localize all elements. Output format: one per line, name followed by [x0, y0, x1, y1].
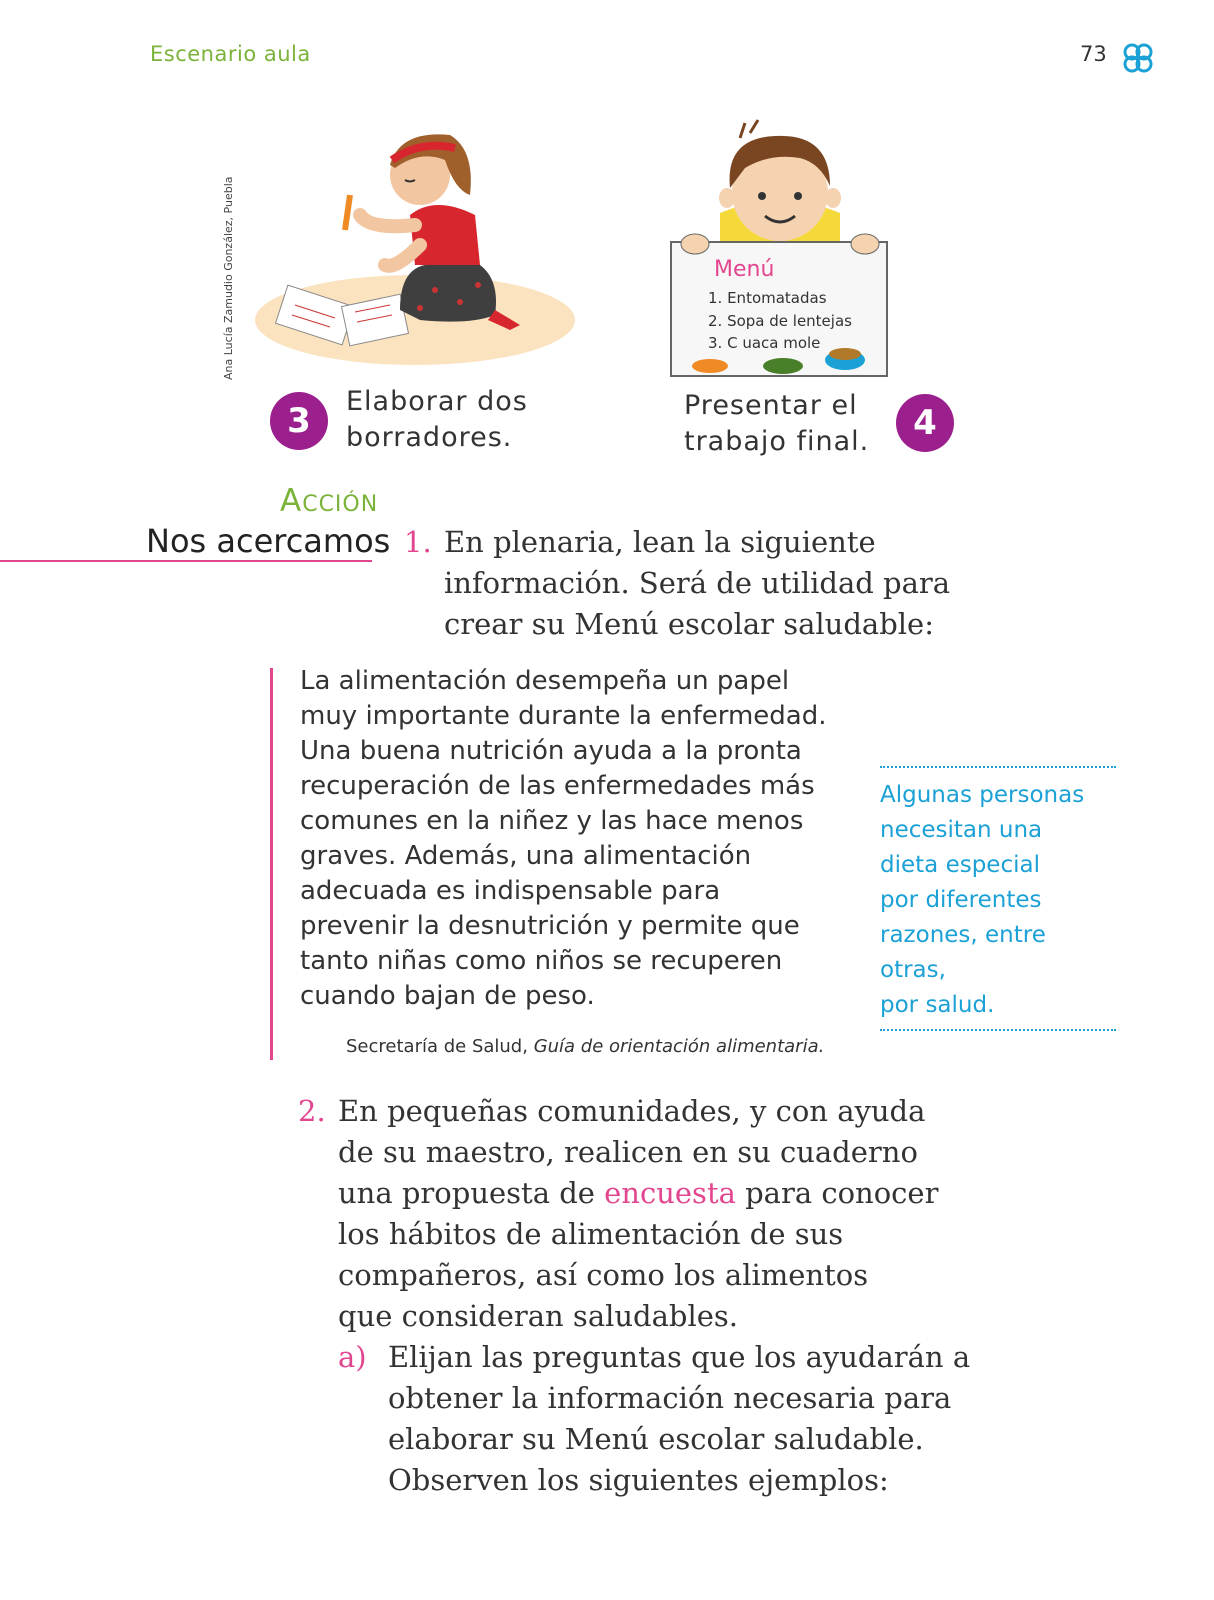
quote-bar: [270, 668, 273, 1060]
item-1-text: En plenaria, lean la siguiente información. Será de utilidad para crear su Menú escolar saludable:: [444, 525, 951, 641]
section-title: Nos acercamos: [146, 522, 391, 560]
girl-drawing-illustration: [250, 120, 580, 380]
item-2a-letter: a): [338, 1340, 367, 1374]
glossary-term-encuesta[interactable]: encuesta: [604, 1176, 736, 1210]
section-rule: [0, 560, 372, 562]
item-2-number: 2.: [298, 1094, 326, 1128]
step-4-text: Presentar el trabajo final.: [684, 390, 870, 457]
section-label: Acción: [280, 483, 379, 519]
step-3-badge: 3: [270, 392, 328, 450]
item-1-number: 1.: [404, 525, 432, 559]
quote-text: La alimentación desempeña un papel muy importante durante la enfermedad. Una buena nutrición ayuda a la pronta recuperación de las enfermedades más comunes en la niñez y las hace menos graves. Además, una alimentación adecuada es indispensable para prevenir la desnutrición y permite que tanto niñas como niños se recuperen cuando bajan de peso.: [300, 666, 827, 1011]
quote-source: Secretaría de Salud, Guía de orientación alimentaria.: [346, 1036, 825, 1057]
menu-sign-item-2: 2. Sopa de lentejas: [708, 312, 852, 330]
step-4-badge: 4: [896, 394, 954, 452]
boy-menu-illustration: [670, 118, 892, 380]
item-2-text: En pequeñas comunidades, y con ayuda de su maestro, realicen en su cuaderno una propuesta de encuesta para conocer los hábitos de alimentación de sus compañeros, así como los alimentos que consideran saludables.: [338, 1094, 939, 1333]
menu-sign-item-3: 3. C uaca mole: [708, 334, 821, 352]
blue-knot-logo-icon: [1118, 38, 1158, 78]
menu-sign-item-1: 1. Entomatadas: [708, 289, 827, 307]
item-2a-text: Elijan las preguntas que los ayudarán a obtener la información necesaria para elaborar su Menú escolar saludable. Observen los siguientes ejemplos:: [388, 1340, 971, 1497]
illustration-credit: Ana Lucía Zamudio González, Puebla: [222, 176, 235, 380]
menu-sign-title: Menú: [714, 257, 775, 282]
sidenote: Algunas personas necesitan una dieta especial por diferentes razones, entre otras, por salud.: [880, 766, 1116, 1031]
page-number: 73: [1080, 42, 1107, 66]
step-3-text: Elaborar dos borradores.: [346, 386, 528, 453]
section-header: Escenario aula: [150, 42, 311, 66]
